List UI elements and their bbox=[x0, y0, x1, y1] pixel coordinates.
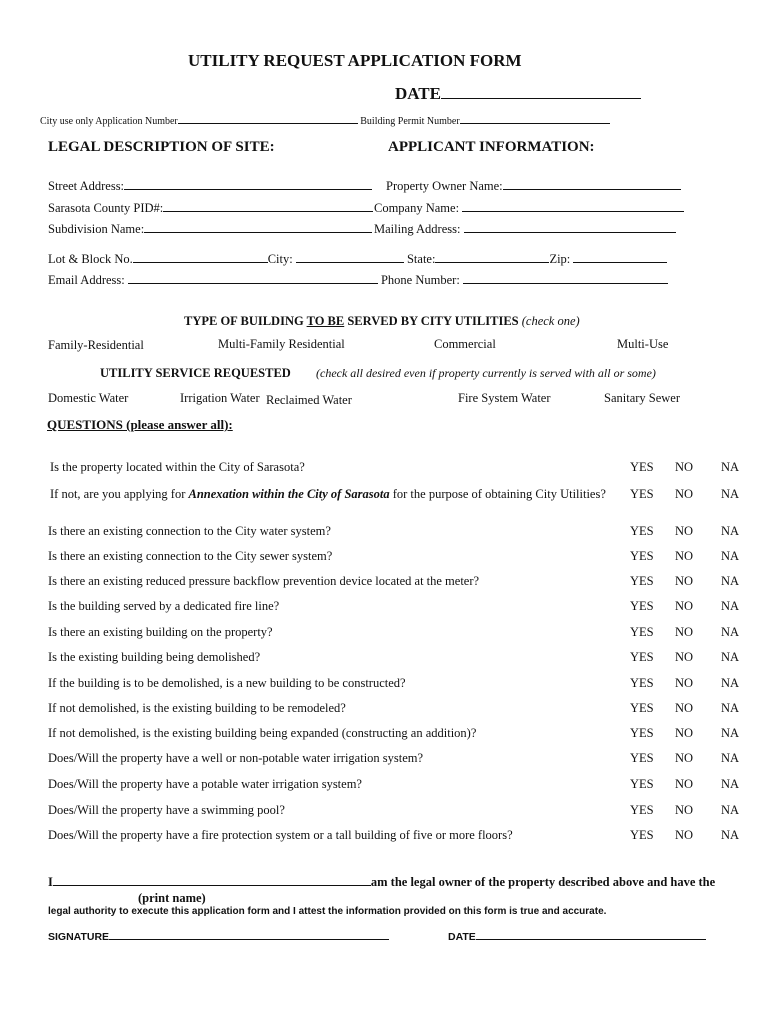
answer-na[interactable]: NA bbox=[721, 487, 740, 501]
mailing-address-field[interactable] bbox=[374, 222, 676, 237]
service-option-fire-system-water[interactable]: Fire System Water bbox=[458, 391, 551, 405]
attest-i: I bbox=[48, 875, 53, 889]
signature-label: SIGNATURE bbox=[48, 931, 110, 943]
signature-date-field[interactable] bbox=[448, 931, 706, 943]
building-option-multi-family[interactable]: Multi-Family Residential bbox=[218, 337, 345, 351]
answer-na[interactable]: NA bbox=[721, 726, 740, 740]
answer-na[interactable]: NA bbox=[721, 701, 740, 715]
city-use-row bbox=[40, 116, 610, 127]
answer-no[interactable]: NO bbox=[675, 625, 694, 639]
mailing-address-label: Mailing Address: bbox=[374, 222, 461, 236]
answer-yes[interactable]: YES bbox=[630, 650, 654, 664]
answer-no[interactable]: NO bbox=[675, 828, 694, 842]
building-option-multi-use[interactable]: Multi-Use bbox=[617, 337, 669, 351]
county-pid-line[interactable] bbox=[163, 210, 373, 212]
answer-no[interactable]: NO bbox=[675, 726, 694, 740]
answer-no[interactable]: NO bbox=[675, 599, 694, 613]
lot-block-field[interactable] bbox=[48, 252, 667, 267]
lot-block-label: Lot & Block No. bbox=[48, 252, 133, 266]
building-type-heading bbox=[184, 314, 580, 329]
answer-no[interactable]: NO bbox=[675, 574, 694, 588]
signature-line[interactable] bbox=[109, 938, 389, 940]
question-9: If the building is to be demolished, is a new building to be constructed? bbox=[48, 676, 406, 690]
signature-date-line[interactable] bbox=[476, 938, 706, 940]
county-pid-field[interactable] bbox=[48, 201, 373, 216]
applicant-information-heading: APPLICANT INFORMATION: bbox=[388, 139, 595, 155]
answer-yes[interactable]: YES bbox=[630, 726, 654, 740]
date-header-line[interactable] bbox=[441, 97, 641, 99]
building-type-heading-underlined: TO BE bbox=[306, 314, 345, 328]
attest-owner-text: am the legal owner of the property described above and have the bbox=[370, 875, 716, 889]
print-name-line[interactable] bbox=[53, 884, 371, 886]
answer-na[interactable]: NA bbox=[721, 574, 740, 588]
answer-na[interactable]: NA bbox=[721, 751, 740, 765]
subdivision-name-line[interactable] bbox=[144, 231, 372, 233]
answer-na[interactable]: NA bbox=[721, 676, 740, 690]
authority-statement: legal authority to execute this application form and I attest the information provided on this form is true and accurate. bbox=[48, 906, 607, 917]
county-pid-label: Sarasota County PID#: bbox=[48, 201, 164, 215]
building-permit-line[interactable] bbox=[460, 122, 610, 124]
service-option-sanitary-sewer[interactable]: Sanitary Sewer bbox=[604, 391, 681, 405]
mailing-address-line[interactable] bbox=[464, 231, 676, 233]
answer-yes[interactable]: YES bbox=[630, 751, 654, 765]
date-header bbox=[395, 84, 641, 104]
answer-na[interactable]: NA bbox=[721, 524, 740, 538]
answer-na[interactable]: NA bbox=[721, 650, 740, 664]
answer-no[interactable]: NO bbox=[675, 460, 694, 474]
form-title: UTILITY REQUEST APPLICATION FORM bbox=[188, 51, 522, 70]
answer-yes[interactable]: YES bbox=[630, 701, 654, 715]
answer-no[interactable]: NO bbox=[675, 777, 694, 791]
legal-description-heading: LEGAL DESCRIPTION OF SITE: bbox=[48, 139, 275, 155]
answer-no[interactable]: NO bbox=[675, 676, 694, 690]
state-line[interactable] bbox=[435, 261, 549, 263]
answer-na[interactable]: NA bbox=[721, 549, 740, 563]
building-permit-label: Building Permit Number bbox=[360, 116, 460, 127]
question-12: Does/Will the property have a well or non-potable water irrigation system? bbox=[48, 751, 424, 765]
answer-no[interactable]: NO bbox=[675, 803, 694, 817]
city-label: City: bbox=[267, 252, 293, 266]
street-address-line[interactable] bbox=[124, 188, 372, 190]
answer-yes[interactable]: YES bbox=[630, 487, 654, 501]
question-5: Is there an existing reduced pressure backflow prevention device located at the meter? bbox=[48, 574, 480, 588]
answer-yes[interactable]: YES bbox=[630, 803, 654, 817]
email-field[interactable] bbox=[48, 273, 668, 288]
answer-yes[interactable]: YES bbox=[630, 524, 654, 538]
email-label: Email Address: bbox=[48, 273, 125, 287]
service-note: (check all desired even if property currently is served with all or some) bbox=[316, 366, 656, 380]
answer-na[interactable]: NA bbox=[721, 625, 740, 639]
answer-na[interactable]: NA bbox=[721, 803, 740, 817]
question-8: Is the existing building being demolished? bbox=[48, 650, 261, 664]
building-type-heading-pre: TYPE OF BUILDING bbox=[184, 314, 307, 328]
street-address-field[interactable] bbox=[48, 179, 372, 194]
answer-no[interactable]: NO bbox=[675, 701, 694, 715]
answer-yes[interactable]: YES bbox=[630, 460, 654, 474]
question-6: Is the building served by a dedicated fire line? bbox=[48, 599, 280, 613]
answer-yes[interactable]: YES bbox=[630, 574, 654, 588]
attest-line bbox=[48, 875, 715, 890]
answer-na[interactable]: NA bbox=[721, 460, 740, 474]
property-owner-field[interactable] bbox=[386, 179, 681, 194]
answer-no[interactable]: NO bbox=[675, 650, 694, 664]
answer-no[interactable]: NO bbox=[675, 524, 694, 538]
service-option-irrigation-water[interactable]: Irrigation Water bbox=[180, 391, 260, 405]
application-number-line[interactable] bbox=[178, 122, 358, 124]
date-header-label: DATE bbox=[395, 84, 441, 103]
service-option-reclaimed-water[interactable]: Reclaimed Water bbox=[266, 393, 352, 407]
print-name-caption: (print name) bbox=[138, 891, 206, 905]
property-owner-label: Property Owner Name: bbox=[386, 179, 503, 193]
answer-no[interactable]: NO bbox=[675, 487, 694, 501]
answer-yes[interactable]: YES bbox=[630, 777, 654, 791]
building-type-note: (check one) bbox=[521, 314, 580, 328]
question-15: Does/Will the property have a fire protection system or a tall building of five or more floors? bbox=[48, 828, 513, 842]
answer-na[interactable]: NA bbox=[721, 828, 740, 842]
question-located-in-city: Is the property located within the City of Sarasota? bbox=[50, 460, 305, 474]
answer-no[interactable]: NO bbox=[675, 751, 694, 765]
phone-label: Phone Number: bbox=[380, 273, 460, 287]
answer-yes[interactable]: YES bbox=[630, 625, 654, 639]
service-option-domestic-water[interactable]: Domestic Water bbox=[48, 391, 129, 405]
answer-yes[interactable]: YES bbox=[630, 599, 654, 613]
subdivision-name-label: Subdivision Name: bbox=[48, 222, 145, 236]
answer-na[interactable]: NA bbox=[721, 777, 740, 791]
zip-line[interactable] bbox=[573, 261, 667, 263]
state-label: State: bbox=[406, 252, 436, 266]
phone-line[interactable] bbox=[463, 282, 668, 284]
property-owner-line[interactable] bbox=[503, 188, 681, 190]
question-13: Does/Will the property have a potable water irrigation system? bbox=[48, 777, 362, 791]
building-option-family-residential[interactable]: Family-Residential bbox=[48, 338, 144, 352]
answer-yes[interactable]: YES bbox=[630, 676, 654, 690]
question-annexation bbox=[50, 487, 606, 502]
company-name-field[interactable] bbox=[374, 201, 684, 216]
service-heading: UTILITY SERVICE REQUESTED bbox=[100, 366, 291, 380]
signature-field[interactable] bbox=[48, 931, 389, 943]
building-option-commercial[interactable]: Commercial bbox=[434, 337, 496, 351]
email-line[interactable] bbox=[128, 282, 378, 284]
answer-no[interactable]: NO bbox=[675, 549, 694, 563]
lot-block-line[interactable] bbox=[133, 261, 268, 263]
question-annexation-bold: Annexation within the City of Sarasota bbox=[188, 487, 390, 501]
question-7: Is there an existing building on the property? bbox=[48, 625, 273, 639]
question-3: Is there an existing connection to the City water system? bbox=[48, 524, 331, 538]
subdivision-name-field[interactable] bbox=[48, 222, 372, 237]
question-14: Does/Will the property have a swimming pool? bbox=[48, 803, 285, 817]
question-11: If not demolished, is the existing building being expanded (constructing an addition)? bbox=[48, 726, 477, 740]
city-use-label: City use only Application Number bbox=[40, 116, 178, 127]
building-type-heading-post: SERVED BY CITY UTILITIES bbox=[344, 314, 519, 328]
answer-yes[interactable]: YES bbox=[630, 828, 654, 842]
question-annexation-post: for the purpose of obtaining City Utilities? bbox=[389, 487, 606, 501]
question-annexation-pre: If not, are you applying for bbox=[50, 487, 189, 501]
zip-label: Zip: bbox=[549, 252, 571, 266]
city-line[interactable] bbox=[296, 261, 404, 263]
question-4: Is there an existing connection to the City sewer system? bbox=[48, 549, 333, 563]
company-name-label: Company Name: bbox=[374, 201, 460, 215]
question-10: If not demolished, is the existing building to be remodeled? bbox=[48, 701, 346, 715]
questions-heading: QUESTIONS (please answer all): bbox=[47, 417, 233, 432]
signature-date-label: DATE bbox=[448, 931, 476, 943]
street-address-label: Street Address: bbox=[48, 179, 125, 193]
answer-na[interactable]: NA bbox=[721, 599, 740, 613]
company-name-line[interactable] bbox=[462, 210, 684, 212]
answer-yes[interactable]: YES bbox=[630, 549, 654, 563]
